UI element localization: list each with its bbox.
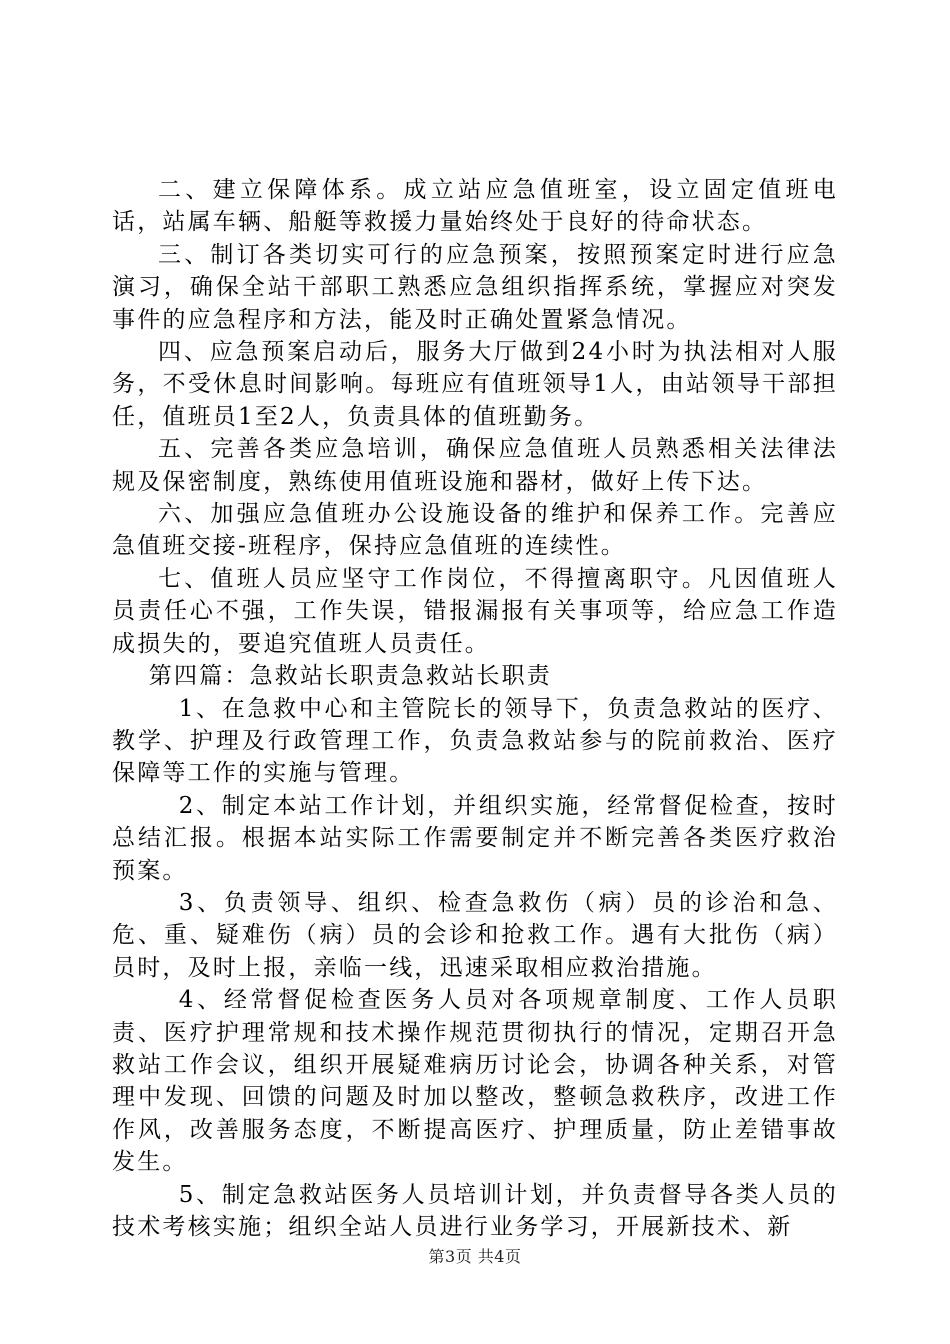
paragraph-item-4: 4、经常督促检查医务人员对各项规章制度、工作人员职责、医疗护理常规和技术操作规范贯彻执行的情况，定期召开急救站工作会议，组织开展疑难病历讨论会，协调各种关系，对管理中发现、回馈的问题及时加以整改，整顿急救秩序，改进工作作风，改善服务态度，不断提高医疗、护理质量，防止差错事故发生。 [112, 987, 838, 1176]
document-body [112, 174, 838, 1243]
paragraph-item-1: 1、在急救中心和主管院长的领导下，负责急救站的医疗、教学、护理及行政管理工作，负责急救站参与的院前救治、医疗保障等工作的实施与管理。 [112, 695, 838, 787]
paragraph-item-3: 3、负责领导、组织、检查急救伤（病）员的诊治和急、危、重、疑难伤（病）员的会诊和抢救工作。遇有大批伤（病）员时，及时上报，亲临一线，迅速采取相应救治措施。 [112, 889, 838, 981]
page-number-footer: 第3页 共4页 [428, 1247, 522, 1266]
paragraph-4-plan-activation: 四、应急预案启动后，服务大厅做到24小时为执法相对人服务，不受休息时间影响。每班应有值班领导1人，由站领导干部担任，值班员1至2人，负责具体的值班勤务。 [112, 339, 838, 430]
paragraph-item-2: 2、制定本站工作计划，并组织实施，经常督促检查，按时总结汇报。根据本站实际工作需要制定并不断完善各类医疗救治预案。 [112, 792, 838, 884]
paragraph-6-facility-maintenance: 六、加强应急值班办公设施设备的维护和保养工作。完善应急值班交接-班程序，保持应急值班的连续性。 [112, 501, 838, 560]
section-heading-part-four: 第四篇：急救站长职责急救站长职责 [148, 663, 552, 690]
paragraph-2-guarantee-system: 二、建立保障体系。成立站应急值班室，设立固定值班电话，站属车辆、船艇等救援力量始终处于良好的待命状态。 [112, 177, 838, 236]
paragraph-3-emergency-plans: 三、制订各类切实可行的应急预案，按照预案定时进行应急演习，确保全站干部职工熟悉应急组织指挥系统，掌握应对突发事件的应急程序和方法，能及时正确处置紧急情况。 [112, 241, 838, 333]
paragraph-5-training: 五、完善各类应急培训，确保应急值班人员熟悉相关法律法规及保密制度，熟练使用值班设施和器材，做好上传下达。 [112, 436, 838, 495]
paragraph-item-5: 5、制定急救站医务人员培训计划，并负责督导各类人员的技术考核实施；组织全站人员进行业务学习，开展新技术、新 [112, 1181, 838, 1240]
paragraph-7-duty-responsibility: 七、值班人员应坚守工作岗位，不得擅离职守。凡因值班人员责任心不强，工作失误，错报漏报有关事项等，给应急工作造成损失的，要追究值班人员责任。 [112, 565, 838, 657]
